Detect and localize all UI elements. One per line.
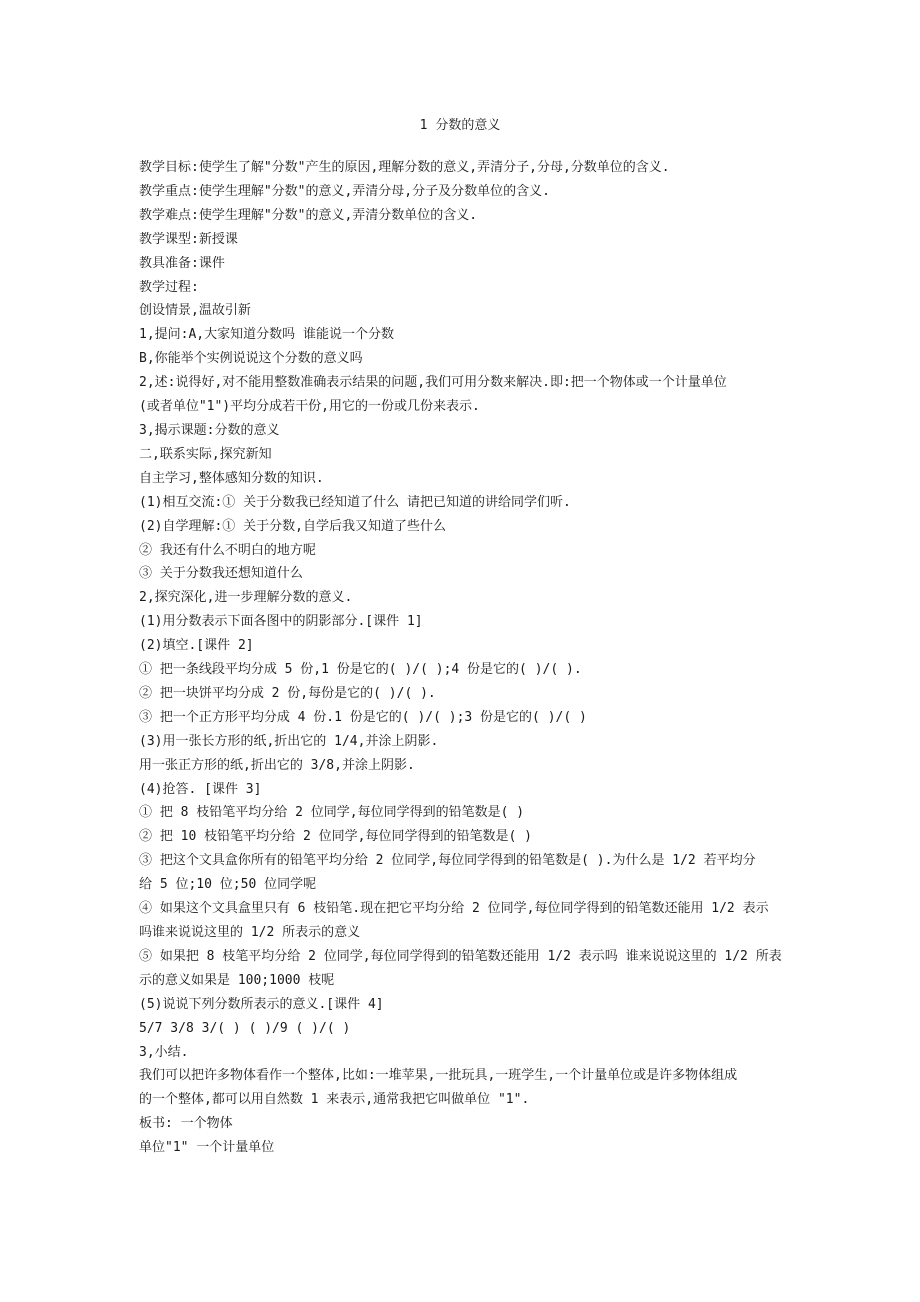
- text-line: ③ 关于分数我还想知道什么: [139, 566, 303, 582]
- text-line: (1)相互交流:① 关于分数我已经知道了什么 请把已知道的讲给同学们听.: [139, 494, 571, 510]
- document-title: 1 分数的意义: [419, 118, 501, 133]
- text-line: 自主学习,整体感知分数的知识.: [139, 470, 324, 486]
- text-line: ② 我还有什么不明白的地方呢: [139, 542, 316, 558]
- text-line: 1,提问:A,大家知道分数吗 谁能说一个分数: [139, 327, 394, 343]
- text-line: ① 把 8 枝铅笔平均分给 2 位同学,每位同学得到的铅笔数是( ): [139, 805, 525, 821]
- text-line: (1)用分数表示下面各图中的阴影部分.[课件 1]: [139, 614, 423, 630]
- text-line: B,你能举个实例说说这个分数的意义吗: [139, 351, 363, 367]
- text-line: (5)说说下列分数所表示的意义.[课件 4]: [139, 996, 384, 1012]
- document-body: [139, 156, 787, 1160]
- text-line: ④ 如果这个文具盒里只有 6 枝铅笔.现在把它平均分给 2 位同学,每位同学得到的铅笔数还能用 1/2 表示: [139, 901, 769, 917]
- text-line: 教学目标:使学生了解"分数"产生的原因,理解分数的意义,弄清分子,分母,分数单位的含义.: [139, 160, 670, 175]
- text-line: 2,述:说得好,对不能用整数准确表示结果的问题,我们可用分数来解决.即:把一个物体或一个计量单位: [139, 375, 727, 391]
- text-line: 3,揭示课题:分数的意义: [139, 422, 280, 438]
- text-line: (3)用一张长方形的纸,折出它的 1/4,并涂上阴影.: [139, 733, 439, 749]
- text-line: 我们可以把许多物体看作一个整体,比如:一堆苹果,一批玩具,一班学生,一个计量单位或是许多物体组成: [139, 1068, 738, 1084]
- text-line: (2)填空.[课件 2]: [139, 638, 254, 654]
- text-line: 创设情景,温故引新: [139, 303, 251, 319]
- section-heading: 二,联系实际,探究新知: [139, 446, 272, 462]
- text-line: 3,小结.: [139, 1044, 189, 1060]
- text-line: 5/7 3/8 3/( ) ( )/9 ( )/( ): [139, 1020, 351, 1036]
- text-line: (或者单位"1")平均分成若干份,用它的一份或几份来表示.: [139, 399, 480, 415]
- text-line: (4)抢答. [课件 3]: [139, 781, 262, 797]
- text-line: 教具准备:课件: [139, 255, 225, 271]
- text-line: (2)自学理解:① 关于分数,自学后我又知道了些什么: [139, 518, 446, 534]
- text-line: 教学课型:新授课: [139, 231, 238, 247]
- text-line: 示的意义如果是 100;1000 枝呢: [139, 972, 335, 988]
- text-line: 用一张正方形的纸,折出它的 3/8,并涂上阴影.: [139, 757, 415, 773]
- text-line: ③ 把一个正方形平均分成 4 份.1 份是它的( )/( );3 份是它的( )/( ): [139, 709, 587, 725]
- text-line: ① 把一条线段平均分成 5 份,1 份是它的( )/( );4 份是它的( )/( ).: [139, 662, 582, 678]
- text-line: 板书: 一个物体: [139, 1116, 233, 1132]
- text-line: 给 5 位;10 位;50 位同学呢: [139, 877, 317, 893]
- text-line: 的一个整体,都可以用自然数 1 来表示,通常我把它叫做单位 "1".: [139, 1092, 530, 1108]
- text-line: 吗谁来说说这里的 1/2 所表示的意义: [139, 925, 361, 940]
- text-line: 教学重点:使学生理解"分数"的意义,弄清分母,分子及分数单位的含义.: [139, 183, 550, 199]
- text-line: ② 把一块饼平均分成 2 份,每份是它的( )/( ).: [139, 685, 436, 701]
- text-line: 教学过程:: [139, 279, 199, 295]
- text-line: ③ 把这个文具盒你所有的铅笔平均分给 2 位同学,每位同学得到的铅笔数是( ).为什么是 1/2 若平均分: [139, 853, 756, 869]
- text-line: ⑤ 如果把 8 枝笔平均分给 2 位同学,每位同学得到的铅笔数还能用 1/2 表示吗 谁来说说这里的 1/2 所表: [139, 948, 782, 964]
- text-line: 2,探究深化,进一步理解分数的意义.: [139, 590, 353, 606]
- text-line: 单位"1" 一个计量单位: [139, 1140, 275, 1156]
- text-line: 教学难点:使学生理解"分数"的意义,弄清分数单位的含义.: [139, 207, 478, 223]
- text-line: ② 把 10 枝铅笔平均分给 2 位同学,每位同学得到的铅笔数是( ): [139, 829, 532, 845]
